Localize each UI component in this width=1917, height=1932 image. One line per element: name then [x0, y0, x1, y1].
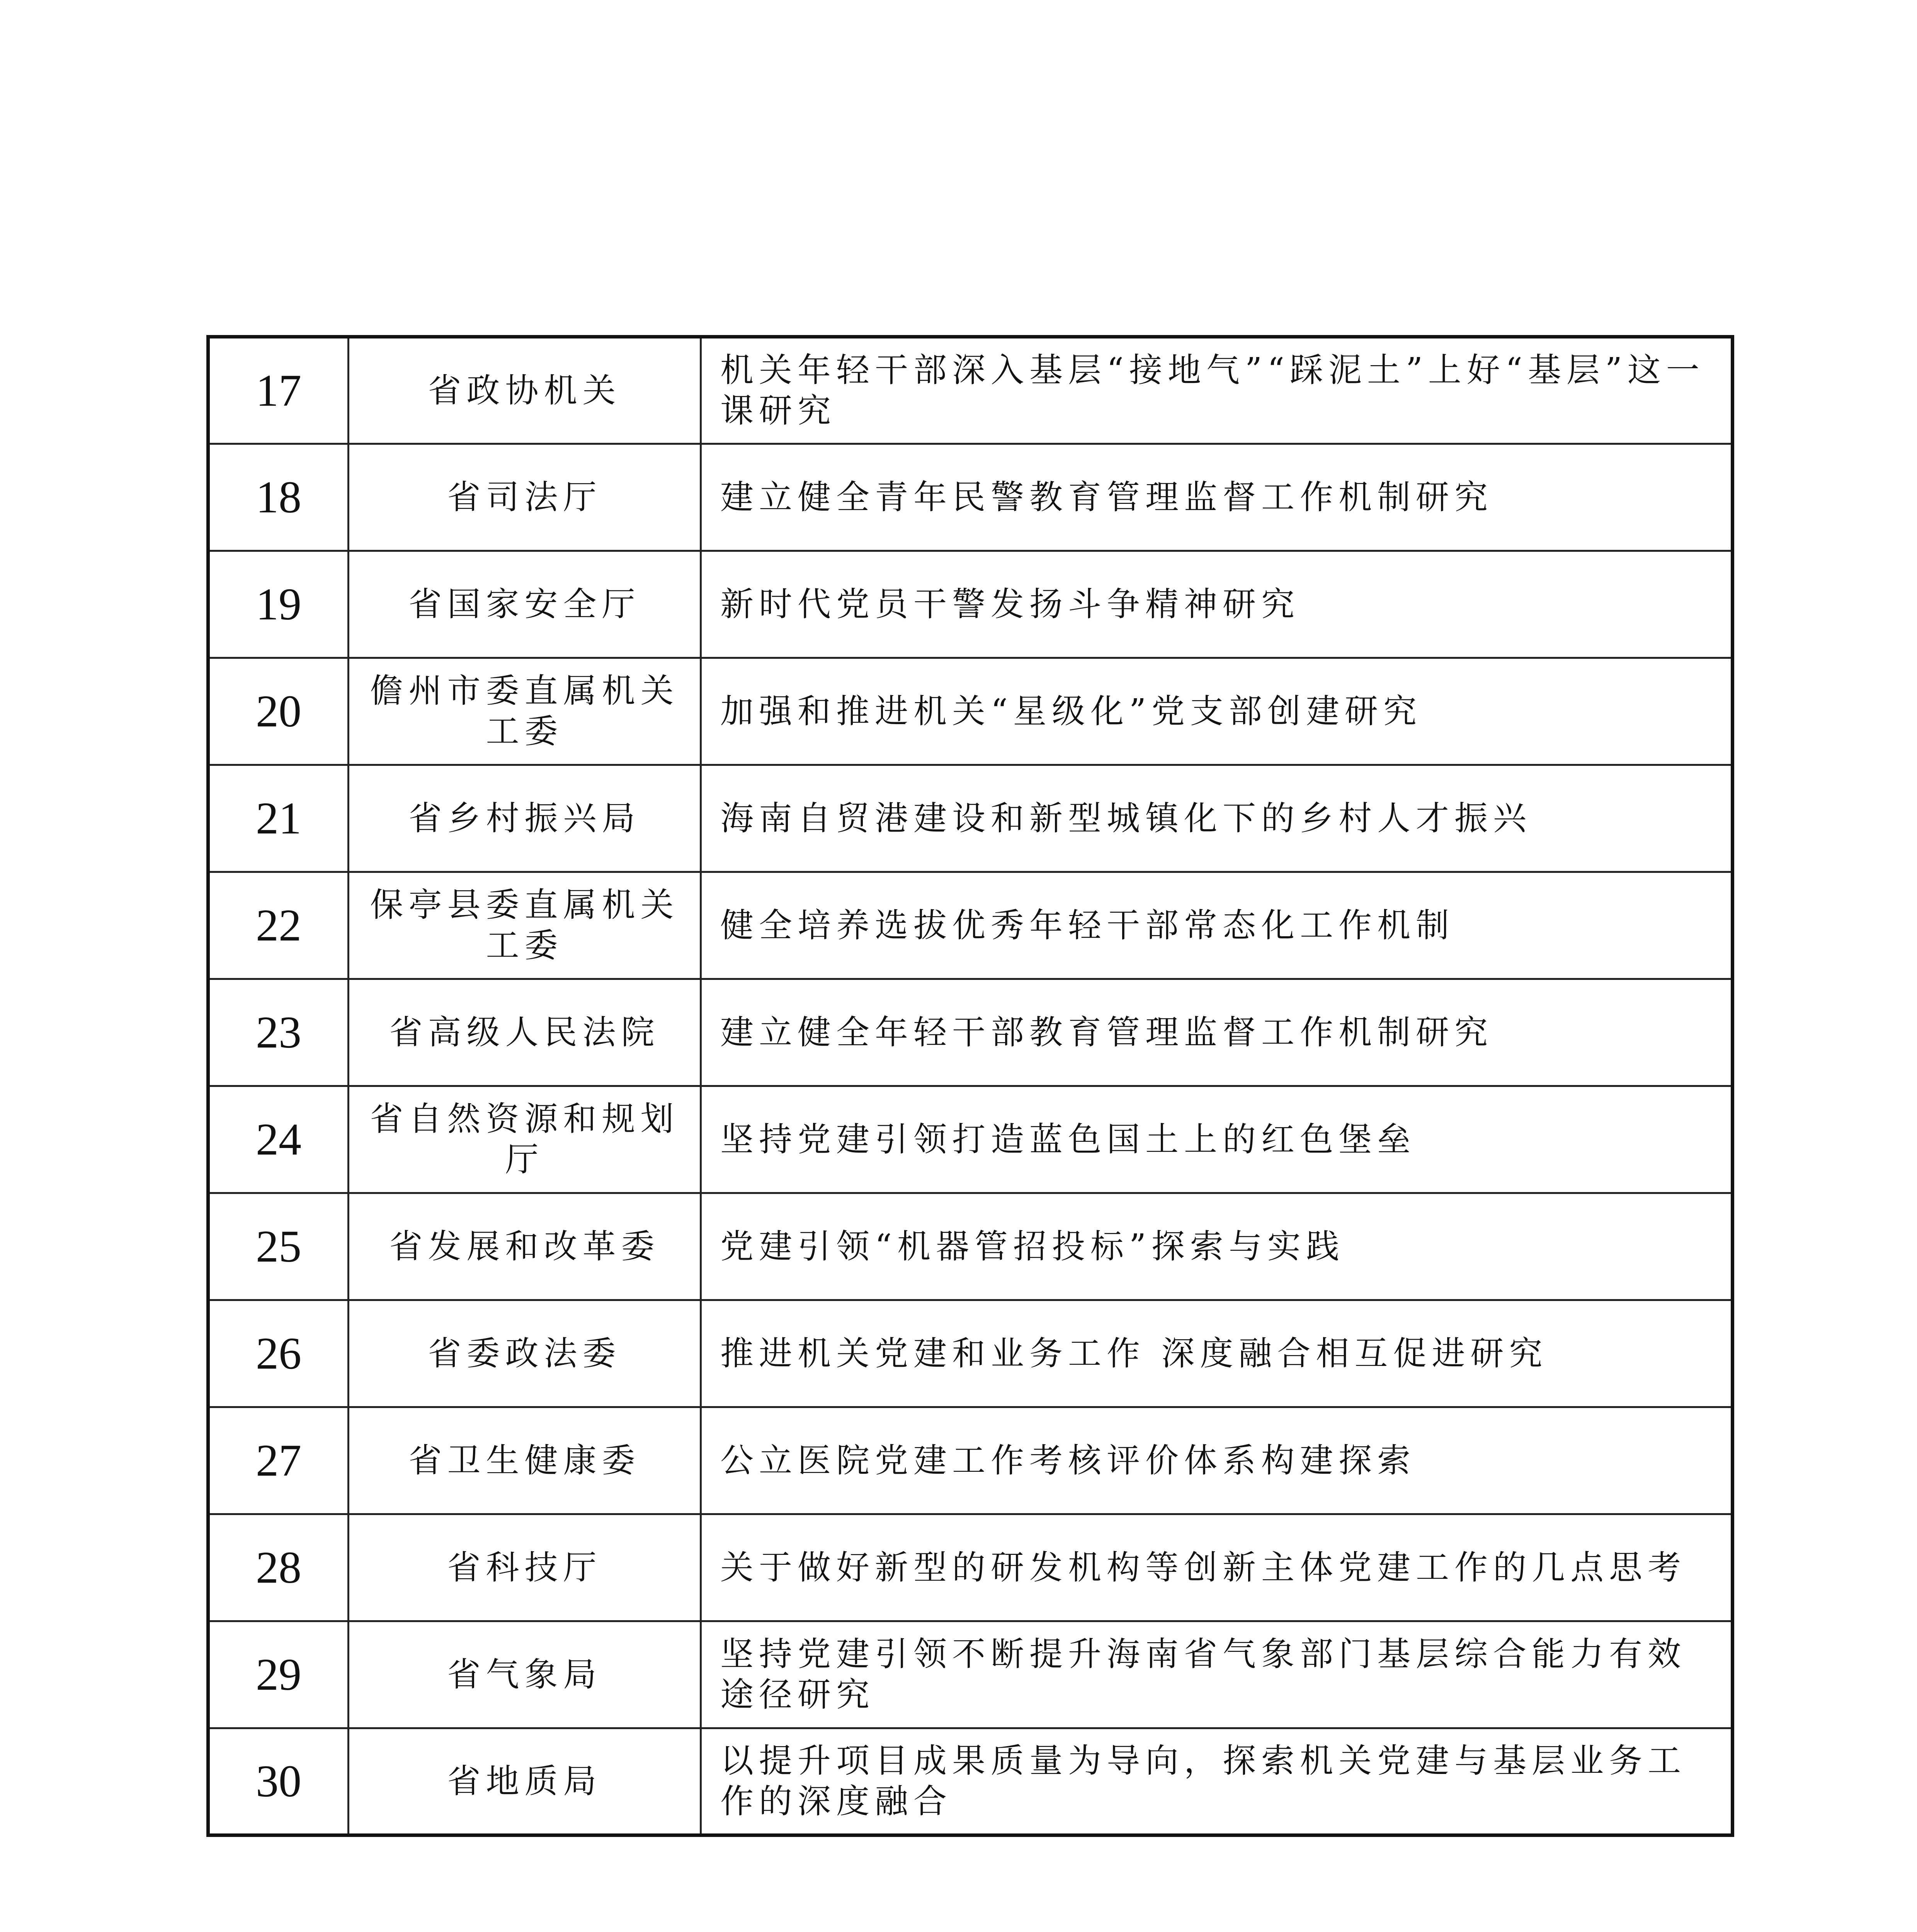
research-topic: 建立健全年轻干部教育管理监督工作机制研究 — [701, 979, 1733, 1086]
research-topic: 以提升项目成果质量为导向，探索机关党建与基层业务工作的深度融合 — [701, 1728, 1733, 1835]
row-number: 29 — [208, 1621, 349, 1728]
row-number: 25 — [208, 1193, 349, 1300]
table-row — [208, 1407, 1733, 1514]
unit-name: 省气象局 — [349, 1621, 701, 1728]
table-row — [208, 337, 1733, 444]
unit-name: 省司法厅 — [349, 444, 701, 551]
table-row — [208, 872, 1733, 979]
table-row — [208, 1086, 1733, 1193]
unit-name: 保亭县委直属机关工委 — [349, 872, 701, 979]
unit-name: 省卫生健康委 — [349, 1407, 701, 1514]
research-topic: 坚持党建引领打造蓝色国土上的红色堡垒 — [701, 1086, 1733, 1193]
topics-table — [206, 335, 1734, 1837]
unit-name: 省乡村振兴局 — [349, 765, 701, 872]
unit-name: 儋州市委直属机关工委 — [349, 658, 701, 765]
row-number: 21 — [208, 765, 349, 872]
table-row — [208, 1728, 1733, 1835]
row-number: 24 — [208, 1086, 349, 1193]
research-topic: 建立健全青年民警教育管理监督工作机制研究 — [701, 444, 1733, 551]
table-row — [208, 1193, 1733, 1300]
row-number: 27 — [208, 1407, 349, 1514]
row-number: 17 — [208, 337, 349, 444]
unit-name: 省高级人民法院 — [349, 979, 701, 1086]
research-topic: 新时代党员干警发扬斗争精神研究 — [701, 551, 1733, 658]
row-number: 18 — [208, 444, 349, 551]
unit-name: 省政协机关 — [349, 337, 701, 444]
table-row — [208, 1300, 1733, 1407]
row-number: 20 — [208, 658, 349, 765]
table-row — [208, 658, 1733, 765]
table-row — [208, 551, 1733, 658]
table-row — [208, 1621, 1733, 1728]
research-topic: 党建引领“机器管招投标”探索与实践 — [701, 1193, 1733, 1300]
research-topic: 公立医院党建工作考核评价体系构建探索 — [701, 1407, 1733, 1514]
table-row — [208, 444, 1733, 551]
research-topic: 关于做好新型的研发机构等创新主体党建工作的几点思考 — [701, 1514, 1733, 1621]
unit-name: 省自然资源和规划厅 — [349, 1086, 701, 1193]
unit-name: 省发展和改革委 — [349, 1193, 701, 1300]
table-row — [208, 765, 1733, 872]
unit-name: 省委政法委 — [349, 1300, 701, 1407]
table-row — [208, 1514, 1733, 1621]
row-number: 22 — [208, 872, 349, 979]
unit-name: 省科技厅 — [349, 1514, 701, 1621]
research-topic: 坚持党建引领不断提升海南省气象部门基层综合能力有效途径研究 — [701, 1621, 1733, 1728]
unit-name: 省地质局 — [349, 1728, 701, 1835]
row-number: 30 — [208, 1728, 349, 1835]
row-number: 28 — [208, 1514, 349, 1621]
table-row — [208, 979, 1733, 1086]
row-number: 26 — [208, 1300, 349, 1407]
research-topic: 机关年轻干部深入基层“接地气”“踩泥土”上好“基层”这一课研究 — [701, 337, 1733, 444]
research-topic: 健全培养选拔优秀年轻干部常态化工作机制 — [701, 872, 1733, 979]
research-topic: 推进机关党建和业务工作 深度融合相互促进研究 — [701, 1300, 1733, 1407]
row-number: 19 — [208, 551, 349, 658]
research-topic: 海南自贸港建设和新型城镇化下的乡村人才振兴 — [701, 765, 1733, 872]
unit-name: 省国家安全厅 — [349, 551, 701, 658]
row-number: 23 — [208, 979, 349, 1086]
research-topic: 加强和推进机关“星级化”党支部创建研究 — [701, 658, 1733, 765]
